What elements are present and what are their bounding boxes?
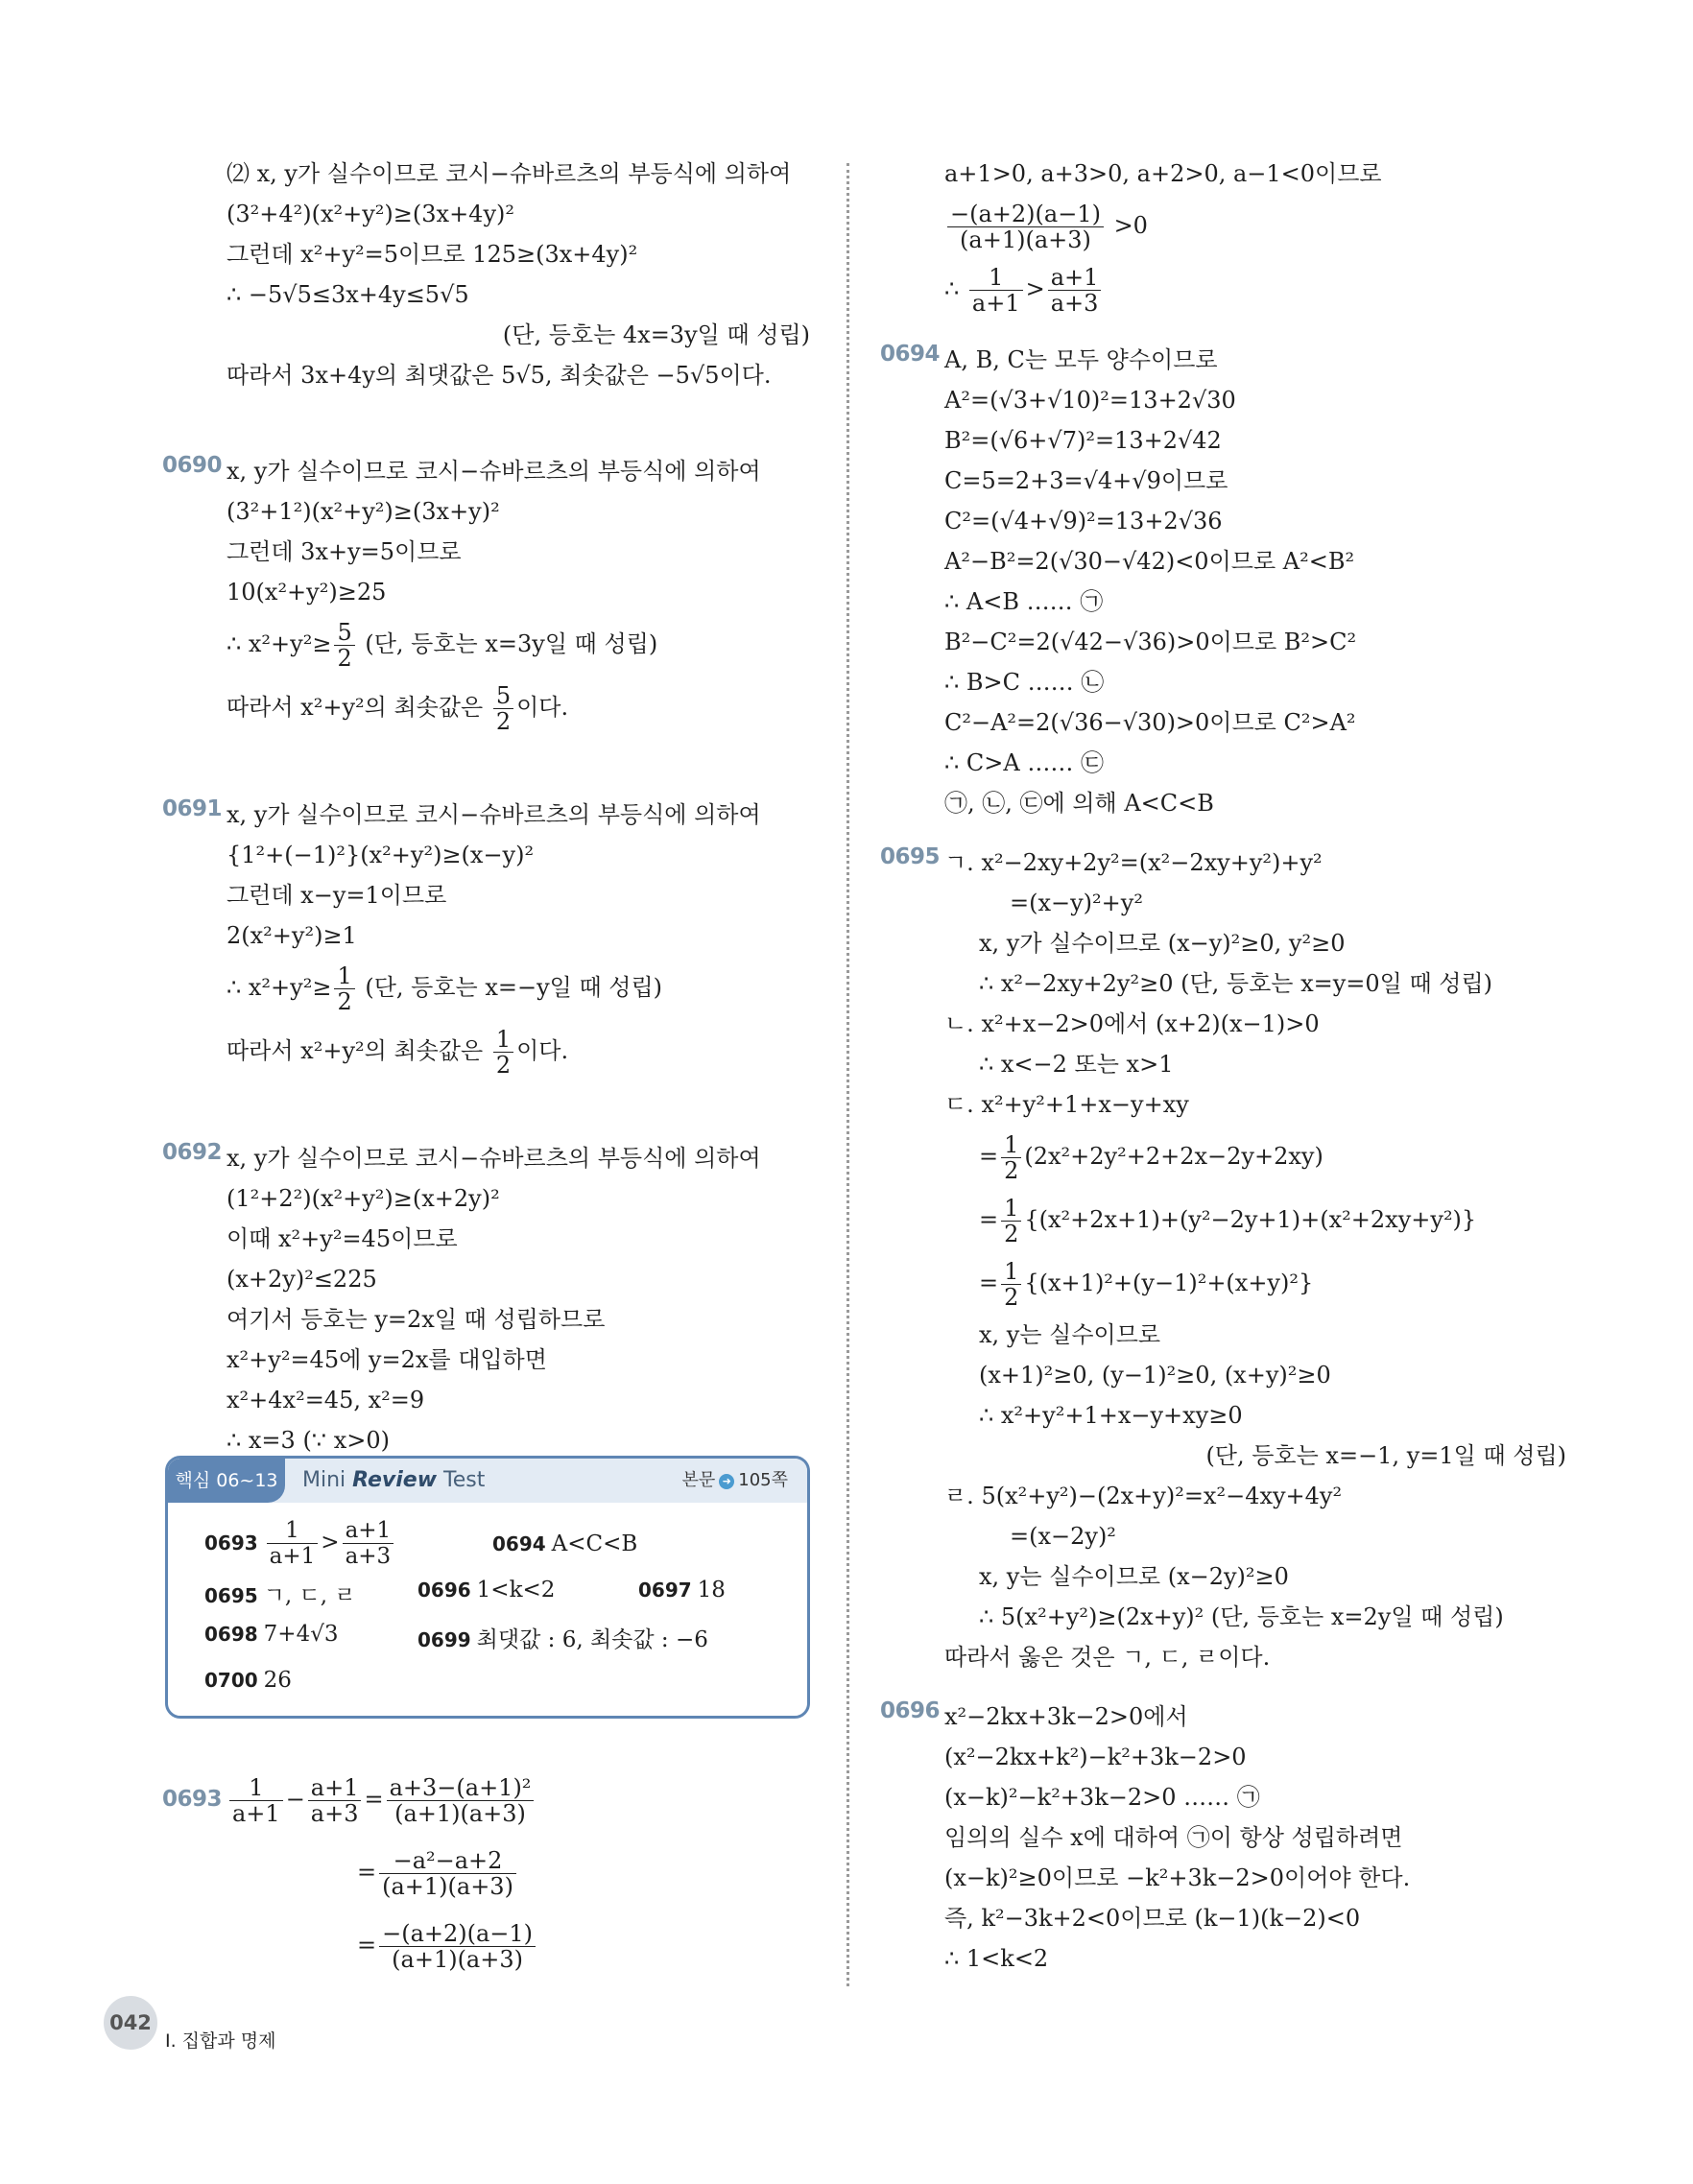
text-run: x²−2kx+3k−2>0에서 <box>944 1703 1188 1730</box>
denominator: a+1 <box>269 1544 316 1569</box>
solution-line <box>883 420 1574 461</box>
solution-line <box>883 843 1574 883</box>
fraction <box>1001 1259 1021 1310</box>
text-run: =(x−2y)² <box>1010 1523 1116 1550</box>
text-run: x, y는 실수이므로 (x−2y)²≥0 <box>979 1563 1289 1590</box>
solution-line <box>883 1777 1574 1817</box>
text-run: (x+2y)²≤225 <box>227 1266 377 1293</box>
denominator: a+1 <box>971 290 1020 317</box>
fraction <box>379 1848 516 1899</box>
review-title <box>302 1459 485 1503</box>
solution-line <box>165 154 818 194</box>
text-run: (x²−2kx+k²)−k²+3k−2>0 <box>944 1744 1247 1770</box>
solution-line <box>883 662 1574 702</box>
problem-0693 <box>162 1766 818 1996</box>
solution-line <box>165 676 818 739</box>
solution-line <box>883 1355 1574 1395</box>
text-run: x²+y²=45에 y=2x를 대입하면 <box>227 1346 547 1373</box>
answer-0694 <box>492 1531 637 1556</box>
solution-line <box>883 1597 1574 1637</box>
text-run: B²=(√6+√7)²=13+2√42 <box>944 427 1222 454</box>
text-run: = <box>979 1206 999 1233</box>
denominator: 2 <box>337 988 352 1015</box>
solution-line <box>883 1084 1574 1125</box>
text-run: = <box>364 1786 384 1813</box>
text-run: C=5=2+3=√4+√9이므로 <box>944 467 1228 494</box>
text-run: 따라서 3x+4y의 최댓값은 5√5, 최솟값은 −5√5이다. <box>227 362 772 389</box>
denominator: 2 <box>495 708 512 735</box>
text-run: >0 <box>1106 212 1148 239</box>
solution-line <box>165 1380 818 1420</box>
solution-line <box>165 612 818 676</box>
solution-line <box>883 923 1574 963</box>
denominator: (a+1)(a+3) <box>960 226 1091 253</box>
numerator: 1 <box>334 963 354 989</box>
fraction <box>343 1518 394 1569</box>
text-run: = <box>357 1932 377 1958</box>
denominator: 2 <box>1004 1284 1019 1311</box>
numerator: a+1 <box>343 1518 394 1544</box>
text-run: ∴ x²+y²≥ <box>227 630 332 657</box>
text-run: ∴ x<−2 또는 x>1 <box>979 1051 1174 1078</box>
text-run: (1²+2²)(x²+y²)≥(x+2y)² <box>227 1185 500 1212</box>
solution-line <box>883 1556 1574 1597</box>
solution-line <box>883 1044 1574 1084</box>
problem-0690 <box>162 451 818 739</box>
text-run: ∴ <box>944 275 966 302</box>
text-run: x, y가 실수이므로 (x−y)²≥0, y²≥0 <box>979 930 1346 957</box>
text-run: ∴ A<B …… ㉠ <box>944 588 1104 615</box>
text-run: 26 <box>263 1668 292 1693</box>
answer-number: 0697 <box>638 1579 692 1602</box>
text-run: 1<k<2 <box>476 1578 556 1602</box>
problem-number: 0691 <box>162 796 223 821</box>
text-run: (단, 등호는 x=−y일 때 성립) <box>357 974 663 1001</box>
text-run: {1²+(−1)²}(x²+y²)≥(x−y)² <box>227 842 535 868</box>
solution-line <box>883 1817 1574 1858</box>
text-run: 7+4√3 <box>263 1622 339 1647</box>
text-run: C²=(√4+√9)²=13+2√36 <box>944 508 1223 534</box>
text-run: (단, 등호는 x=3y일 때 성립) <box>357 630 658 657</box>
answer-number: 0696 <box>417 1579 471 1602</box>
solution-line <box>883 1395 1574 1436</box>
fraction <box>229 1775 283 1826</box>
right-column <box>880 154 1574 1979</box>
problem-number: 0696 <box>880 1698 941 1723</box>
numerator: −a²−a+2 <box>379 1848 516 1874</box>
solution-line <box>883 1697 1574 1737</box>
numerator: a+1 <box>308 1775 362 1801</box>
numerator: 5 <box>493 683 513 709</box>
solution-line <box>165 795 818 835</box>
text-run: B²−C²=2(√42−√36)>0이므로 B²>C² <box>944 629 1357 655</box>
problem-0689b <box>165 154 818 395</box>
text-run: 그런데 3x+y=5이므로 <box>227 538 462 565</box>
text-run: (단, 등호는 x=−1, y=1일 때 성립) <box>1205 1442 1566 1469</box>
text-run: 2(x²+y²)≥1 <box>227 922 357 949</box>
text-run: (x−k)²≥0이므로 −k²+3k−2>0이어야 한다. <box>944 1864 1411 1891</box>
numerator: 1 <box>1001 1259 1021 1285</box>
solution-line <box>883 461 1574 501</box>
solution-line <box>883 1898 1574 1938</box>
text-run: 18 <box>697 1578 726 1602</box>
text-run: ∴ −5√5≤3x+4y≤5√5 <box>227 281 469 308</box>
numerator: 1 <box>229 1775 283 1801</box>
text-run: C²−A²=2(√36−√30)>0이므로 C²>A² <box>944 709 1356 736</box>
solution-line <box>883 1858 1574 1898</box>
answer-number: 0700 <box>204 1669 258 1692</box>
solution-line <box>883 702 1574 743</box>
text-run: ∴ x²−2xy+2y²≥0 (단, 등호는 x=y=0일 때 성립) <box>979 970 1493 997</box>
solution-line <box>165 1219 818 1259</box>
solution-line <box>165 532 818 572</box>
problem-number: 0695 <box>880 844 941 869</box>
answer-number: 0698 <box>204 1623 258 1646</box>
text-run: = <box>979 1143 999 1170</box>
answer-0693 <box>204 1518 396 1569</box>
text-run: = <box>979 1270 999 1296</box>
answer-0698 <box>204 1622 339 1647</box>
solution-line <box>165 915 818 956</box>
text-run: ∴ B>C …… ㉡ <box>944 669 1105 696</box>
answer-0699 <box>417 1622 708 1653</box>
text-run: 이다. <box>516 1037 569 1064</box>
denominator: (a+1)(a+3) <box>392 1946 523 1973</box>
text-run: x²+4x²=45, x²=9 <box>227 1387 425 1413</box>
page-number: 042 <box>104 1996 157 2050</box>
fraction <box>308 1775 362 1826</box>
solution-line <box>165 1259 818 1299</box>
answer-number: 0695 <box>204 1584 258 1607</box>
problem-0694 <box>880 340 1574 823</box>
text-run: x, y가 실수이므로 코시−슈바르츠의 부등식에 의하여 <box>227 1145 761 1172</box>
solution-line <box>883 1476 1574 1516</box>
text-run: − <box>285 1786 305 1813</box>
solution-line <box>883 154 1574 194</box>
text-run: 여기서 등호는 y=2x일 때 성립하므로 <box>227 1306 606 1333</box>
solution-line <box>165 956 818 1019</box>
answer-0700 <box>204 1668 292 1693</box>
text-run: 그런데 x²+y²=5이므로 125≥(3x+4y)² <box>227 241 638 268</box>
solution-line <box>883 501 1574 541</box>
solution-line <box>883 1436 1574 1476</box>
text-run: 최댓값 : 6, 최솟값 : −6 <box>476 1627 708 1652</box>
text-run: A<C<B <box>551 1531 638 1556</box>
solution-line <box>165 1019 818 1082</box>
numerator: −(a+2)(a−1) <box>947 202 1104 227</box>
review-header <box>168 1459 807 1503</box>
answer-0696 <box>417 1578 555 1602</box>
text-run: ∴ x=3 (∵ x>0) <box>227 1427 390 1454</box>
numerator: −(a+2)(a−1) <box>379 1921 536 1947</box>
review-ref-page: 105쪽 <box>738 1470 788 1490</box>
answer-number: 0694 <box>492 1532 546 1555</box>
text-run: ∴ x²+y²≥ <box>227 974 332 1001</box>
problem-0692 <box>162 1138 818 1460</box>
solution-line <box>165 491 818 532</box>
text-run: x, y는 실수이므로 <box>979 1321 1161 1348</box>
fraction <box>334 620 354 671</box>
text-run: 이때 x²+y²=45이므로 <box>227 1225 458 1252</box>
text-run: x, y가 실수이므로 코시−슈바르츠의 부등식에 의하여 <box>227 801 761 828</box>
text-run: 따라서 옳은 것은 ㄱ, ㄷ, ㄹ이다. <box>944 1644 1271 1671</box>
denominator: a+3 <box>345 1544 392 1569</box>
problem-0696 <box>880 1697 1574 1979</box>
denominator: a+3 <box>310 1800 359 1827</box>
solution-line <box>165 1340 818 1380</box>
fraction <box>1001 1132 1021 1183</box>
fraction <box>1048 265 1102 316</box>
answer-number: 0693 <box>204 1531 258 1555</box>
denominator: 2 <box>495 1052 512 1079</box>
solution-line <box>883 1004 1574 1044</box>
arrow-right-icon: ➜ <box>719 1474 734 1489</box>
review-title-suffix: Test <box>437 1468 486 1492</box>
problem-0695 <box>880 843 1574 1677</box>
solution-line <box>165 1138 818 1178</box>
fraction <box>1001 1196 1021 1246</box>
text-run: x, y가 실수이므로 코시−슈바르츠의 부등식에 의하여 <box>227 458 761 485</box>
solution-line <box>883 340 1574 380</box>
equation-row <box>357 1911 538 1979</box>
text-run: 따라서 x²+y²의 최솟값은 <box>227 1037 490 1064</box>
numerator: 1 <box>969 265 1023 291</box>
text-run: (x−k)²−k²+3k−2>0 …… ㉠ <box>944 1784 1260 1811</box>
text-run: A²=(√3+√10)²=13+2√30 <box>944 387 1236 414</box>
text-run: (3²+1²)(x²+y²)≥(3x+y)² <box>227 498 500 525</box>
fraction <box>493 1027 513 1078</box>
solution-line <box>165 234 818 274</box>
solution-line <box>165 451 818 491</box>
text-run: a+1>0, a+3>0, a+2>0, a−1<0이므로 <box>944 160 1382 187</box>
fraction <box>387 1775 535 1826</box>
text-run: 그런데 x−y=1이므로 <box>227 882 447 909</box>
solution-line <box>883 1516 1574 1556</box>
solution-line <box>883 1737 1574 1777</box>
numerator: 1 <box>1001 1132 1021 1158</box>
solution-line <box>883 963 1574 1004</box>
fraction <box>379 1921 536 1972</box>
text-run: (x+1)²≥0, (y−1)²≥0, (x+y)²≥0 <box>979 1362 1331 1389</box>
fraction <box>334 963 354 1014</box>
review-page-ref <box>681 1459 788 1503</box>
numerator: 1 <box>267 1518 319 1544</box>
solution-line <box>883 1188 1574 1251</box>
solution-line <box>883 380 1574 420</box>
fraction <box>267 1518 319 1569</box>
text-run: {(x²+2x+1)+(y²−2y+1)+(x²+2xy+y²)} <box>1024 1206 1477 1233</box>
text-run: ㄱ, ㄷ, ㄹ <box>263 1583 356 1608</box>
equation-row <box>357 1839 519 1906</box>
denominator: (a+1)(a+3) <box>394 1800 526 1827</box>
numerator: 1 <box>1001 1196 1021 1222</box>
fraction <box>947 202 1104 252</box>
review-ref-label: 본문 <box>681 1470 716 1490</box>
solution-line <box>883 194 1574 257</box>
solution-line <box>165 355 818 395</box>
answer-0695 <box>204 1578 356 1609</box>
solution-line <box>883 1315 1574 1355</box>
text-run: ⑵ x, y가 실수이므로 코시−슈바르츠의 부등식에 의하여 <box>227 160 792 187</box>
text-run: 임의의 실수 x에 대하여 ㉠이 항상 성립하려면 <box>944 1824 1403 1851</box>
text-run: > <box>1025 275 1045 302</box>
solution-line <box>883 883 1574 923</box>
solution-line <box>165 1420 818 1460</box>
solution-line <box>883 541 1574 582</box>
review-title-prefix: Mini <box>302 1468 353 1492</box>
problem-number: 0692 <box>162 1140 223 1165</box>
mini-review-test-box <box>165 1456 810 1719</box>
solution-line <box>883 1938 1574 1979</box>
denominator: (a+1)(a+3) <box>382 1873 513 1900</box>
solution-line <box>883 582 1574 622</box>
text-run: {(x+1)²+(y−1)²+(x+y)²} <box>1024 1270 1314 1296</box>
equation-row <box>227 1766 537 1833</box>
solution-line <box>883 1637 1574 1677</box>
fraction <box>493 683 513 734</box>
column-divider <box>846 163 849 1986</box>
text-run: ∴ C>A …… ㉢ <box>944 749 1104 776</box>
text-run: = <box>357 1859 377 1886</box>
numerator: 5 <box>334 620 354 646</box>
left-column <box>162 154 818 1460</box>
solution-line <box>165 315 818 355</box>
solution-line <box>165 1178 818 1219</box>
denominator: 2 <box>337 645 352 672</box>
solution-line <box>883 783 1574 823</box>
solution-line <box>165 875 818 915</box>
text-run: ㄹ. 5(x²+y²)−(2x+y)²=x²−4xy+4y² <box>944 1483 1343 1509</box>
text-run: ∴ 5(x²+y²)≥(2x+y)² (단, 등호는 x=2y일 때 성립) <box>979 1603 1504 1630</box>
problem-number: 0690 <box>162 453 223 478</box>
text-run: ∴ x²+y²+1+x−y+xy≥0 <box>979 1402 1243 1429</box>
denominator: a+1 <box>232 1800 280 1827</box>
text-run: 이다. <box>516 694 569 721</box>
solution-line <box>165 835 818 875</box>
answer-0697 <box>638 1578 726 1602</box>
solution-line <box>883 622 1574 662</box>
chapter-title: Ⅰ. 집합과 명제 <box>165 2030 276 2052</box>
answer-number: 0699 <box>417 1628 471 1651</box>
text-run: 따라서 x²+y²의 최솟값은 <box>227 694 490 721</box>
problem-number: 0693 <box>162 1787 223 1812</box>
text-run: (2x²+2y²+2+2x−2y+2xy) <box>1024 1143 1323 1170</box>
text-run: 즉, k²−3k+2<0이므로 (k−1)(k−2)<0 <box>944 1905 1361 1932</box>
solution-line <box>165 1299 818 1340</box>
text-run: ㉠, ㉡, ㉢에 의해 A<C<B <box>944 790 1214 817</box>
problem-0693b <box>883 154 1574 320</box>
problem-number: 0694 <box>880 342 941 367</box>
numerator: 1 <box>493 1027 513 1053</box>
text-run: A²−B²=2(√30−√42)<0이므로 A²<B² <box>944 548 1355 575</box>
denominator: a+3 <box>1050 290 1099 317</box>
text-run: A, B, C는 모두 양수이므로 <box>944 346 1218 373</box>
review-tag: 핵심 06~13 <box>168 1459 285 1503</box>
solution-line <box>883 1125 1574 1188</box>
text-run: > <box>321 1530 340 1555</box>
solution-line <box>883 257 1574 320</box>
solution-line <box>883 743 1574 783</box>
review-title-bold: Review <box>352 1468 438 1492</box>
text-run: =(x−y)²+y² <box>1010 890 1143 916</box>
numerator: a+3−(a+1)² <box>387 1775 535 1801</box>
solution-line <box>165 572 818 612</box>
text-run: (단, 등호는 4x=3y일 때 성립) <box>502 321 810 348</box>
text-run: ∴ 1<k<2 <box>944 1945 1049 1972</box>
problem-0691 <box>162 795 818 1082</box>
text-run: (3²+4²)(x²+y²)≥(3x+4y)² <box>227 201 514 227</box>
text-run: ㄷ. x²+y²+1+x−y+xy <box>944 1091 1189 1118</box>
solution-line <box>883 1251 1574 1315</box>
text-run: ㄴ. x²+x−2>0에서 (x+2)(x−1)>0 <box>944 1010 1320 1037</box>
denominator: 2 <box>1004 1221 1019 1247</box>
text-run: 10(x²+y²)≥25 <box>227 579 387 605</box>
solution-line <box>165 274 818 315</box>
numerator: a+1 <box>1048 265 1102 291</box>
solution-line <box>165 194 818 234</box>
text-run: ㄱ. x²−2xy+2y²=(x²−2xy+y²)+y² <box>944 849 1323 876</box>
fraction <box>969 265 1023 316</box>
denominator: 2 <box>1004 1157 1019 1184</box>
